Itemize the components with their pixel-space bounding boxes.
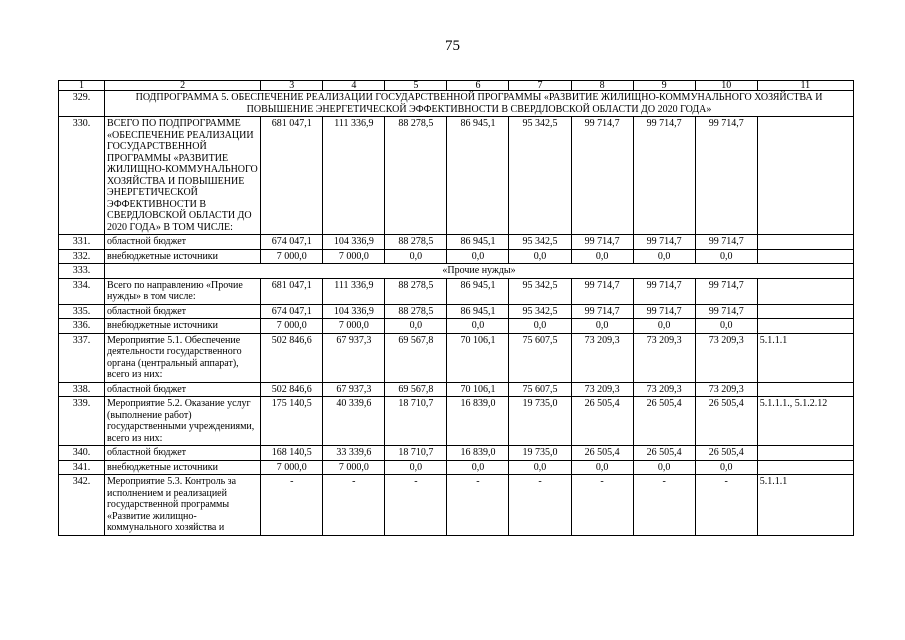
row-number: 333. (59, 264, 105, 279)
value-cell: 95 342,5 (509, 235, 571, 250)
value-cell: 0,0 (633, 249, 695, 264)
value-cell: 111 336,9 (323, 278, 385, 304)
row-number: 335. (59, 304, 105, 319)
value-cell: 88 278,5 (385, 304, 447, 319)
value-cell: 69 567,8 (385, 333, 447, 382)
target-code (757, 382, 853, 397)
value-cell: 26 505,4 (695, 397, 757, 446)
row-number: 340. (59, 446, 105, 461)
value-cell: 104 336,9 (323, 235, 385, 250)
value-cell: 67 937,3 (323, 382, 385, 397)
row-name: ВСЕГО ПО ПОДПРОГРАММЕ «ОБЕСПЕЧЕНИЕ РЕАЛИЗАЦИИ ГОСУДАРСТВЕННОЙ ПРОГРАММЫ «РАЗВИТИЕ ЖИЛИЩНО-КОММУНАЛЬНОГО ХОЗЯЙСТВА И ПОВЫШЕНИЕ ЭНЕРГЕТИЧЕСКОЙ ЭФФЕКТИВНОСТИ В СВЕРДЛОВСКОЙ ОБЛАСТИ ДО 2020 ГОДА» В ТОМ ЧИСЛЕ: (105, 117, 261, 235)
table-row (59, 91, 854, 117)
value-cell: 99 714,7 (695, 278, 757, 304)
target-code: 5.1.1.1 (757, 475, 853, 536)
section-title: «Прочие нужды» (105, 264, 854, 279)
value-cell: 0,0 (571, 460, 633, 475)
row-name: областной бюджет (105, 235, 261, 250)
value-cell: - (633, 475, 695, 536)
row-name: Мероприятие 5.1. Обеспечение деятельности государственного органа (центральный аппарат), всего из них: (105, 333, 261, 382)
value-cell: 16 839,0 (447, 446, 509, 461)
value-cell: 95 342,5 (509, 304, 571, 319)
value-cell: 674 047,1 (261, 235, 323, 250)
column-header: 9 (633, 81, 695, 91)
row-number: 342. (59, 475, 105, 536)
value-cell: 0,0 (633, 319, 695, 334)
value-cell: 16 839,0 (447, 397, 509, 446)
value-cell: 99 714,7 (571, 235, 633, 250)
value-cell: 95 342,5 (509, 117, 571, 235)
value-cell: 175 140,5 (261, 397, 323, 446)
value-cell: 73 209,3 (571, 382, 633, 397)
value-cell: 0,0 (509, 249, 571, 264)
value-cell: 73 209,3 (633, 382, 695, 397)
target-code (757, 460, 853, 475)
table-row (59, 460, 854, 475)
value-cell: 19 735,0 (509, 397, 571, 446)
table-row (59, 235, 854, 250)
value-cell: 0,0 (633, 460, 695, 475)
column-header: 3 (261, 81, 323, 91)
table-row (59, 319, 854, 334)
target-code (757, 278, 853, 304)
target-code (757, 235, 853, 250)
value-cell: 86 945,1 (447, 304, 509, 319)
value-cell: 19 735,0 (509, 446, 571, 461)
value-cell: 99 714,7 (571, 304, 633, 319)
column-header: 6 (447, 81, 509, 91)
value-cell: 18 710,7 (385, 446, 447, 461)
value-cell: 674 047,1 (261, 304, 323, 319)
row-number: 332. (59, 249, 105, 264)
column-header: 8 (571, 81, 633, 91)
value-cell: 0,0 (385, 249, 447, 264)
value-cell: 26 505,4 (695, 446, 757, 461)
value-cell: 33 339,6 (323, 446, 385, 461)
row-name: внебюджетные источники (105, 460, 261, 475)
table-row (59, 249, 854, 264)
value-cell: - (571, 475, 633, 536)
value-cell: 0,0 (695, 249, 757, 264)
value-cell: 67 937,3 (323, 333, 385, 382)
column-header-row (59, 81, 854, 91)
table-row (59, 333, 854, 382)
value-cell: 7 000,0 (323, 319, 385, 334)
value-cell: 681 047,1 (261, 278, 323, 304)
value-cell: 502 846,6 (261, 382, 323, 397)
value-cell: 681 047,1 (261, 117, 323, 235)
value-cell: 0,0 (447, 249, 509, 264)
row-number: 341. (59, 460, 105, 475)
row-number: 330. (59, 117, 105, 235)
value-cell: 86 945,1 (447, 278, 509, 304)
target-code (757, 304, 853, 319)
column-header: 7 (509, 81, 571, 91)
row-number: 336. (59, 319, 105, 334)
value-cell: 26 505,4 (633, 397, 695, 446)
value-cell: 99 714,7 (695, 235, 757, 250)
value-cell: 99 714,7 (633, 278, 695, 304)
value-cell: 7 000,0 (261, 460, 323, 475)
value-cell: 88 278,5 (385, 235, 447, 250)
value-cell: 26 505,4 (633, 446, 695, 461)
target-code: 5.1.1.1., 5.1.2.12 (757, 397, 853, 446)
value-cell: 0,0 (385, 460, 447, 475)
value-cell: 0,0 (509, 319, 571, 334)
value-cell: 40 339,6 (323, 397, 385, 446)
value-cell: 0,0 (695, 460, 757, 475)
target-code: 5.1.1.1 (757, 333, 853, 382)
table-body (59, 81, 854, 536)
value-cell: 75 607,5 (509, 382, 571, 397)
row-name: Мероприятие 5.2. Оказание услуг (выполнение работ) государственными учреждениями, всего из них: (105, 397, 261, 446)
table-row (59, 397, 854, 446)
value-cell: 0,0 (571, 319, 633, 334)
target-code (757, 446, 853, 461)
value-cell: 0,0 (695, 319, 757, 334)
row-name: областной бюджет (105, 304, 261, 319)
value-cell: 7 000,0 (261, 319, 323, 334)
value-cell: 73 209,3 (695, 382, 757, 397)
value-cell: 99 714,7 (633, 235, 695, 250)
value-cell: 0,0 (571, 249, 633, 264)
row-name: внебюджетные источники (105, 319, 261, 334)
row-name: областной бюджет (105, 446, 261, 461)
target-code (757, 319, 853, 334)
row-number: 338. (59, 382, 105, 397)
value-cell: 70 106,1 (447, 333, 509, 382)
value-cell: 73 209,3 (571, 333, 633, 382)
value-cell: 99 714,7 (695, 117, 757, 235)
value-cell: 99 714,7 (571, 117, 633, 235)
row-number: 334. (59, 278, 105, 304)
value-cell: 99 714,7 (695, 304, 757, 319)
row-number: 329. (59, 91, 105, 117)
row-name: Всего по направлению «Прочие нужды» в том числе: (105, 278, 261, 304)
value-cell: 73 209,3 (695, 333, 757, 382)
row-name: внебюджетные источники (105, 249, 261, 264)
value-cell: - (385, 475, 447, 536)
column-header: 5 (385, 81, 447, 91)
table-row (59, 382, 854, 397)
subprogram-title: ПОДПРОГРАММА 5. ОБЕСПЕЧЕНИЕ РЕАЛИЗАЦИИ ГОСУДАРСТВЕННОЙ ПРОГРАММЫ «РАЗВИТИЕ ЖИЛИЩНО-КОММУНАЛЬНОГО ХОЗЯЙСТВА И ПОВЫШЕНИЕ ЭНЕРГЕТИЧЕСКОЙ ЭФФЕКТИВНОСТИ В СВЕРДЛОВСКОЙ ОБЛАСТИ ДО 2020 ГОДА» (105, 91, 854, 117)
row-number: 339. (59, 397, 105, 446)
value-cell: 111 336,9 (323, 117, 385, 235)
table-row (59, 446, 854, 461)
value-cell: 99 714,7 (633, 304, 695, 319)
column-header: 2 (105, 81, 261, 91)
value-cell: 168 140,5 (261, 446, 323, 461)
column-header: 1 (59, 81, 105, 91)
value-cell: 86 945,1 (447, 117, 509, 235)
table-row (59, 117, 854, 235)
table-row (59, 475, 854, 536)
value-cell: 88 278,5 (385, 278, 447, 304)
target-code (757, 249, 853, 264)
value-cell: 0,0 (447, 319, 509, 334)
value-cell: 18 710,7 (385, 397, 447, 446)
value-cell: 86 945,1 (447, 235, 509, 250)
row-name: Мероприятие 5.3. Контроль за исполнением и реализацией государственной программы «Развитие жилищно-коммунального хозяйства и (105, 475, 261, 536)
value-cell: - (323, 475, 385, 536)
target-code (757, 117, 853, 235)
row-number: 331. (59, 235, 105, 250)
table-row (59, 278, 854, 304)
value-cell: - (261, 475, 323, 536)
column-header: 10 (695, 81, 757, 91)
column-header: 11 (757, 81, 853, 91)
program-table (58, 80, 854, 536)
value-cell: 75 607,5 (509, 333, 571, 382)
table-row (59, 304, 854, 319)
value-cell: 73 209,3 (633, 333, 695, 382)
value-cell: 99 714,7 (633, 117, 695, 235)
value-cell: 104 336,9 (323, 304, 385, 319)
column-header: 4 (323, 81, 385, 91)
value-cell: 95 342,5 (509, 278, 571, 304)
value-cell: 7 000,0 (261, 249, 323, 264)
value-cell: 502 846,6 (261, 333, 323, 382)
value-cell: 26 505,4 (571, 397, 633, 446)
value-cell: 70 106,1 (447, 382, 509, 397)
page-number: 75 (445, 38, 460, 54)
row-number: 337. (59, 333, 105, 382)
value-cell: 99 714,7 (571, 278, 633, 304)
table-row (59, 264, 854, 279)
value-cell: 7 000,0 (323, 460, 385, 475)
value-cell: 0,0 (447, 460, 509, 475)
value-cell: 26 505,4 (571, 446, 633, 461)
value-cell: - (447, 475, 509, 536)
value-cell: - (509, 475, 571, 536)
value-cell: 0,0 (385, 319, 447, 334)
value-cell: 69 567,8 (385, 382, 447, 397)
row-name: областной бюджет (105, 382, 261, 397)
value-cell: 7 000,0 (323, 249, 385, 264)
value-cell: 88 278,5 (385, 117, 447, 235)
value-cell: 0,0 (509, 460, 571, 475)
value-cell: - (695, 475, 757, 536)
